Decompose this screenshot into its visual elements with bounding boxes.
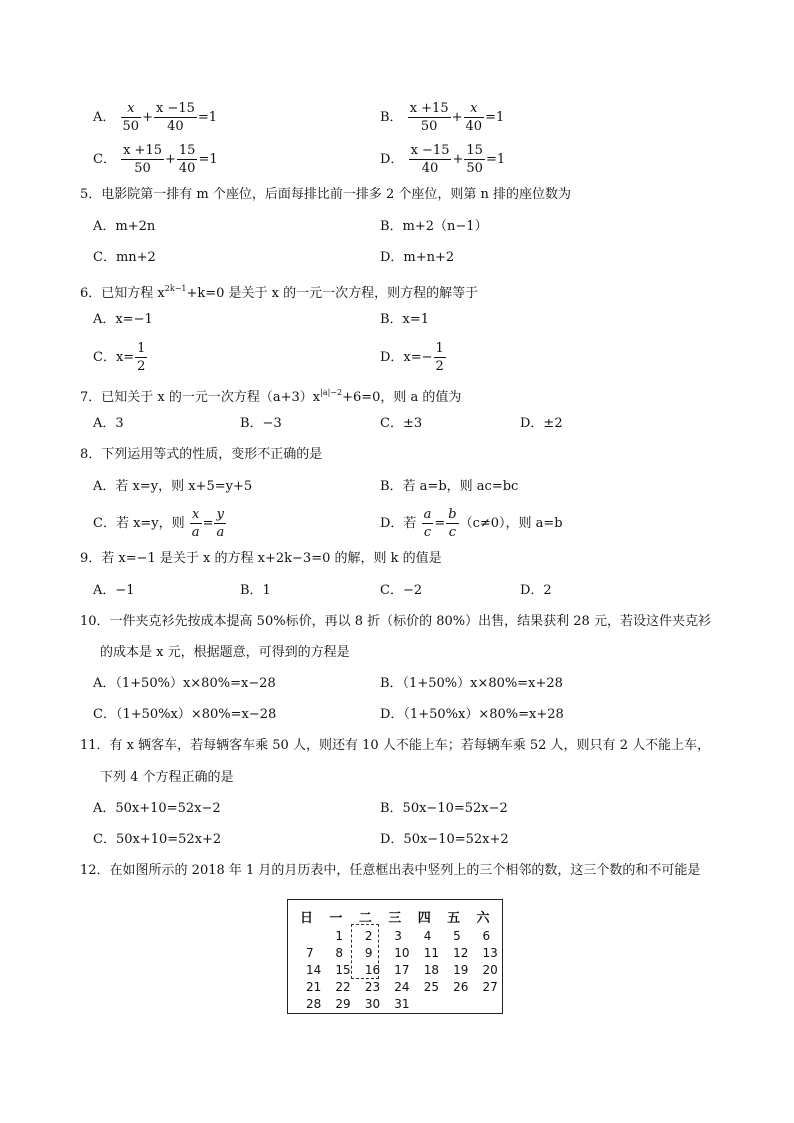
q7-option-c: C．±3 — [380, 416, 423, 431]
q10-option-d: D．（1+50%x）×80%=x+28 — [380, 707, 564, 722]
q10-option-b: B．（1+50%）x×80%=x+28 — [380, 676, 563, 691]
q5-option-c: C．mn+2 — [93, 250, 156, 265]
q7-stem: 7．已知关于 x 的一元一次方程$(a+3)x^{|a|-2}+6=0$，则 a 的值为 — [80, 388, 462, 405]
calendar-day: 6 — [482, 928, 491, 943]
calendar-day: 19 — [453, 962, 469, 977]
q9-option-a: A．−1 — [93, 583, 135, 598]
calendar-day: 10 — [394, 945, 410, 960]
q6-option-a: A．x=−1 — [93, 312, 153, 327]
q8-stem: 8．下列运用等式的性质，变形不正确的是 — [80, 447, 323, 462]
q6-option-d: D．x=− $\frac{1}{2}$ — [380, 341, 444, 374]
calendar-day: 9 — [364, 945, 373, 960]
q6-option-c: C．x= $\frac{1}{2}$ — [93, 341, 146, 374]
calendar-table — [296, 905, 502, 1012]
q11-option-c: C．50x+10=52x+2 — [93, 832, 222, 847]
q5-option-a: A．m+2n — [93, 219, 156, 234]
calendar-day: 22 — [335, 979, 351, 994]
calendar-day: 20 — [482, 962, 498, 977]
q11-option-b: B．50x−10=52x−2 — [380, 801, 508, 816]
q11-option-a: A．50x+10=52x−2 — [93, 801, 221, 816]
calendar-week-row — [296, 927, 502, 944]
calendar-day — [443, 995, 472, 1012]
calendar-day: 29 — [335, 996, 351, 1011]
calendar-day: 25 — [423, 979, 439, 994]
q10-option-a: A．（1+50%）x×80%=x−28 — [93, 676, 276, 691]
calendar-day: 4 — [423, 928, 432, 943]
calendar-day: 31 — [394, 996, 410, 1011]
calendar-header: 四 — [417, 910, 431, 926]
calendar-header: 三 — [388, 910, 402, 926]
calendar-header: 二 — [358, 910, 372, 926]
calendar-header-row — [296, 905, 502, 927]
calendar-dashed-selection-box — [351, 924, 379, 979]
q6-option-b: B．x=1 — [380, 312, 430, 327]
q8-option-d: D．若 $\frac{a}{c}$ = $\frac{b}{c}$ （c≠0），则 a=b — [380, 507, 563, 540]
q10-option-c: C．（1+50%x）×80%=x−28 — [93, 707, 277, 722]
q11-stem-line1: 11．有 x 辆客车，若每辆客车乘 50 人，则还有 10 人不能上车；若每辆车乘 52 人，则只有 2 人不能上车， — [80, 738, 711, 753]
calendar-day: 26 — [453, 979, 469, 994]
calendar-day: 1 — [335, 928, 344, 943]
calendar-day: 21 — [306, 979, 322, 994]
calendar-day: 14 — [306, 962, 322, 977]
q9-option-c: C．−2 — [380, 583, 423, 598]
q5-option-d: D．m+n+2 — [380, 250, 455, 265]
q10-stem-line1: 10．一件夹克衫先按成本提高 50%标价，再以 8 折（标价的 80%）出售，结果获利 28 元，若设这件夹克衫 — [80, 614, 711, 629]
calendar-day: 12 — [453, 945, 469, 960]
calendar-day: 11 — [423, 945, 439, 960]
calendar-header: 六 — [476, 910, 490, 926]
calendar-day: 17 — [394, 962, 410, 977]
calendar-week-row — [296, 995, 502, 1012]
calendar-day: 5 — [453, 928, 461, 943]
calendar-day: 8 — [335, 945, 344, 960]
q4-option-c: C． $\frac{x +15}{50}$ + $\frac{15}{40}$ =1 — [93, 143, 218, 176]
q7-option-b: B．−3 — [240, 416, 282, 431]
calendar-day — [296, 927, 325, 944]
calendar-header: 日 — [300, 910, 314, 926]
q4-option-a: A． $\frac{x}{50}$ + $\frac{x -15}{40}$ =1 — [93, 101, 218, 134]
q6-stem: 6．已知方程 $x^{2k-1}+k=0$ 是关于 x 的一元一次方程，则方程的解等于 — [80, 284, 479, 301]
calendar-week-row — [296, 978, 502, 995]
q11-stem-line2: 下列 4 个方程正确的是 — [100, 770, 234, 785]
q10-stem-line2: 的成本是 x 元，根据题意，可得到的方程是 — [100, 645, 350, 660]
calendar-day: 27 — [482, 979, 498, 994]
calendar-day — [414, 995, 443, 1012]
calendar-day: 2 — [364, 928, 373, 943]
calendar-day: 30 — [364, 996, 381, 1011]
calendar-day: 24 — [394, 979, 410, 994]
calendar-day: 3 — [394, 928, 402, 943]
calendar-day — [473, 995, 502, 1012]
calendar-day: 7 — [306, 945, 314, 960]
calendar-header: 五 — [447, 910, 461, 926]
calendar-day: 16 — [364, 962, 381, 977]
q11-option-d: D．50x−10=52x+2 — [380, 832, 509, 847]
q4-option-d: D． $\frac{x -15}{40}$ + $\frac{15}{50}$ =1 — [380, 143, 506, 176]
calendar-day: 28 — [306, 996, 322, 1011]
q4-option-b: B． $\frac{x +15}{50}$ + $\frac{x}{40}$ =1 — [380, 101, 505, 134]
q5-option-b: B．m+2（n−1） — [380, 219, 488, 234]
q12-stem: 12．在如图所示的 2018 年 1 月的月历表中，任意框出表中竖列上的三个相邻的数，这三个数的和不可能是 — [80, 863, 701, 878]
q7-option-a: A．3 — [93, 416, 124, 431]
q9-option-b: B．1 — [240, 583, 271, 598]
q7-option-d: D．±2 — [520, 416, 563, 431]
calendar-day: 18 — [423, 962, 439, 977]
q9-stem: 9．若 x=−1 是关于 x 的方程 x+2k−3=0 的解，则 k 的值是 — [80, 551, 442, 566]
calendar-week-row — [296, 944, 502, 961]
calendar-week-row — [296, 961, 502, 978]
calendar-day: 15 — [335, 962, 351, 977]
q8-option-c: C．若 x=y，则 $\frac{x}{a}$ = $\frac{y}{a}$ — [93, 507, 225, 540]
q8-option-b: B．若 a=b，则 ac=bc — [380, 479, 519, 494]
calendar-day: 23 — [364, 979, 381, 994]
q9-option-d: D．2 — [520, 583, 552, 598]
calendar-day: 13 — [482, 945, 498, 960]
q5-stem: 5．电影院第一排有 m 个座位，后面每排比前一排多 2 个座位，则第 n 排的座位数为 — [80, 187, 572, 202]
calendar-figure — [287, 899, 503, 1014]
calendar-header: 一 — [329, 910, 343, 926]
q8-option-a: A．若 x=y，则 x+5=y+5 — [93, 479, 253, 494]
